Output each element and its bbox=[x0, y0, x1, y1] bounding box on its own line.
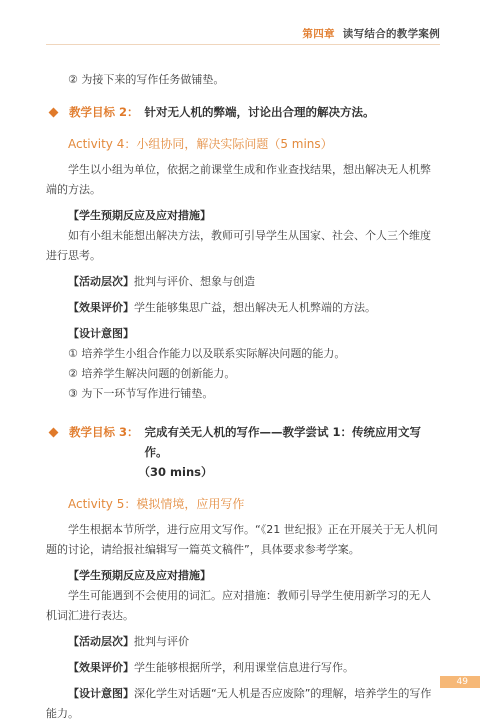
page-body bbox=[46, 70, 440, 724]
objective-3-heading bbox=[46, 422, 440, 482]
objective-label: 教学目标 2： bbox=[69, 105, 139, 119]
diamond-bullet-icon bbox=[49, 428, 59, 438]
section-label: 【活动层次】 bbox=[68, 275, 134, 288]
section-text: 学生能够集思广益，想出解决无人机弊端的方法。 bbox=[134, 301, 376, 314]
section-text: 批判与评价、想象与创造 bbox=[134, 275, 255, 288]
header-divider bbox=[46, 44, 440, 45]
section-text: 深化学生对话题“无人机是否应废除”的理解，培养学生的写作能力。 bbox=[46, 687, 432, 720]
section-label: 【学生预期反应及应对措施】 bbox=[68, 569, 211, 582]
section-label: 【效果评价】 bbox=[68, 661, 134, 674]
running-header bbox=[302, 26, 440, 41]
section-label: 【设计意图】 bbox=[68, 327, 134, 340]
objective-text: 完成有关无人机的写作——教学尝试 1：传统应用文写作。 bbox=[144, 425, 422, 459]
activity-4-title: Activity 4：小组协同，解决实际问题（5 mins） bbox=[68, 137, 333, 151]
diamond-bullet-icon bbox=[49, 108, 59, 118]
section-label: 【效果评价】 bbox=[68, 301, 134, 314]
page-number: 49 bbox=[456, 677, 468, 687]
activity-5-title: Activity 5：模拟情境，应用写作 bbox=[68, 497, 245, 511]
list-item: ② 为接下来的写作任务做铺垫。 bbox=[68, 73, 225, 86]
section-label: 【设计意图】 bbox=[68, 687, 134, 700]
list-item: ③ 为下一环节写作进行铺垫。 bbox=[68, 387, 214, 400]
objective-text: 针对无人机的弊端，讨论出合理的解决方法。 bbox=[144, 105, 375, 119]
chapter-title: 读写结合的教学案例 bbox=[342, 28, 440, 40]
section-label: 【学生预期反应及应对措施】 bbox=[68, 209, 211, 222]
list-item: ① 培养学生小组合作能力以及联系实际解决问题的能力。 bbox=[68, 347, 346, 360]
section-text: 学生能够根据所学，利用课堂信息进行写作。 bbox=[134, 661, 354, 674]
objective-duration: （30 mins） bbox=[138, 465, 213, 479]
objective-label: 教学目标 3： bbox=[69, 425, 139, 439]
section-text: 批判与评价 bbox=[134, 635, 189, 648]
objective-2-heading bbox=[46, 102, 440, 122]
section-text: 学生可能遇到不会使用的词汇。应对措施：教师引导学生使用新学习的无人机词汇进行表达。 bbox=[46, 589, 431, 622]
section-label: 【活动层次】 bbox=[68, 635, 134, 648]
section-text: 如有小组未能想出解决方法，教师可引导学生从国家、社会、个人三个维度进行思考。 bbox=[46, 229, 431, 262]
activity-4-description: 学生以小组为单位，依据之前课堂生成和作业查找结果，想出解决无人机弊端的方法。 bbox=[46, 163, 431, 196]
chapter-label: 第四章 bbox=[302, 28, 335, 40]
list-item: ② 培养学生解决问题的创新能力。 bbox=[68, 367, 236, 380]
activity-5-description: 学生根据本节所学，进行应用文写作。“《21 世纪报》正在开展关于无人机问题的讨论，请给报社编辑写一篇英文稿件”，具体要求参考学案。 bbox=[46, 523, 438, 556]
